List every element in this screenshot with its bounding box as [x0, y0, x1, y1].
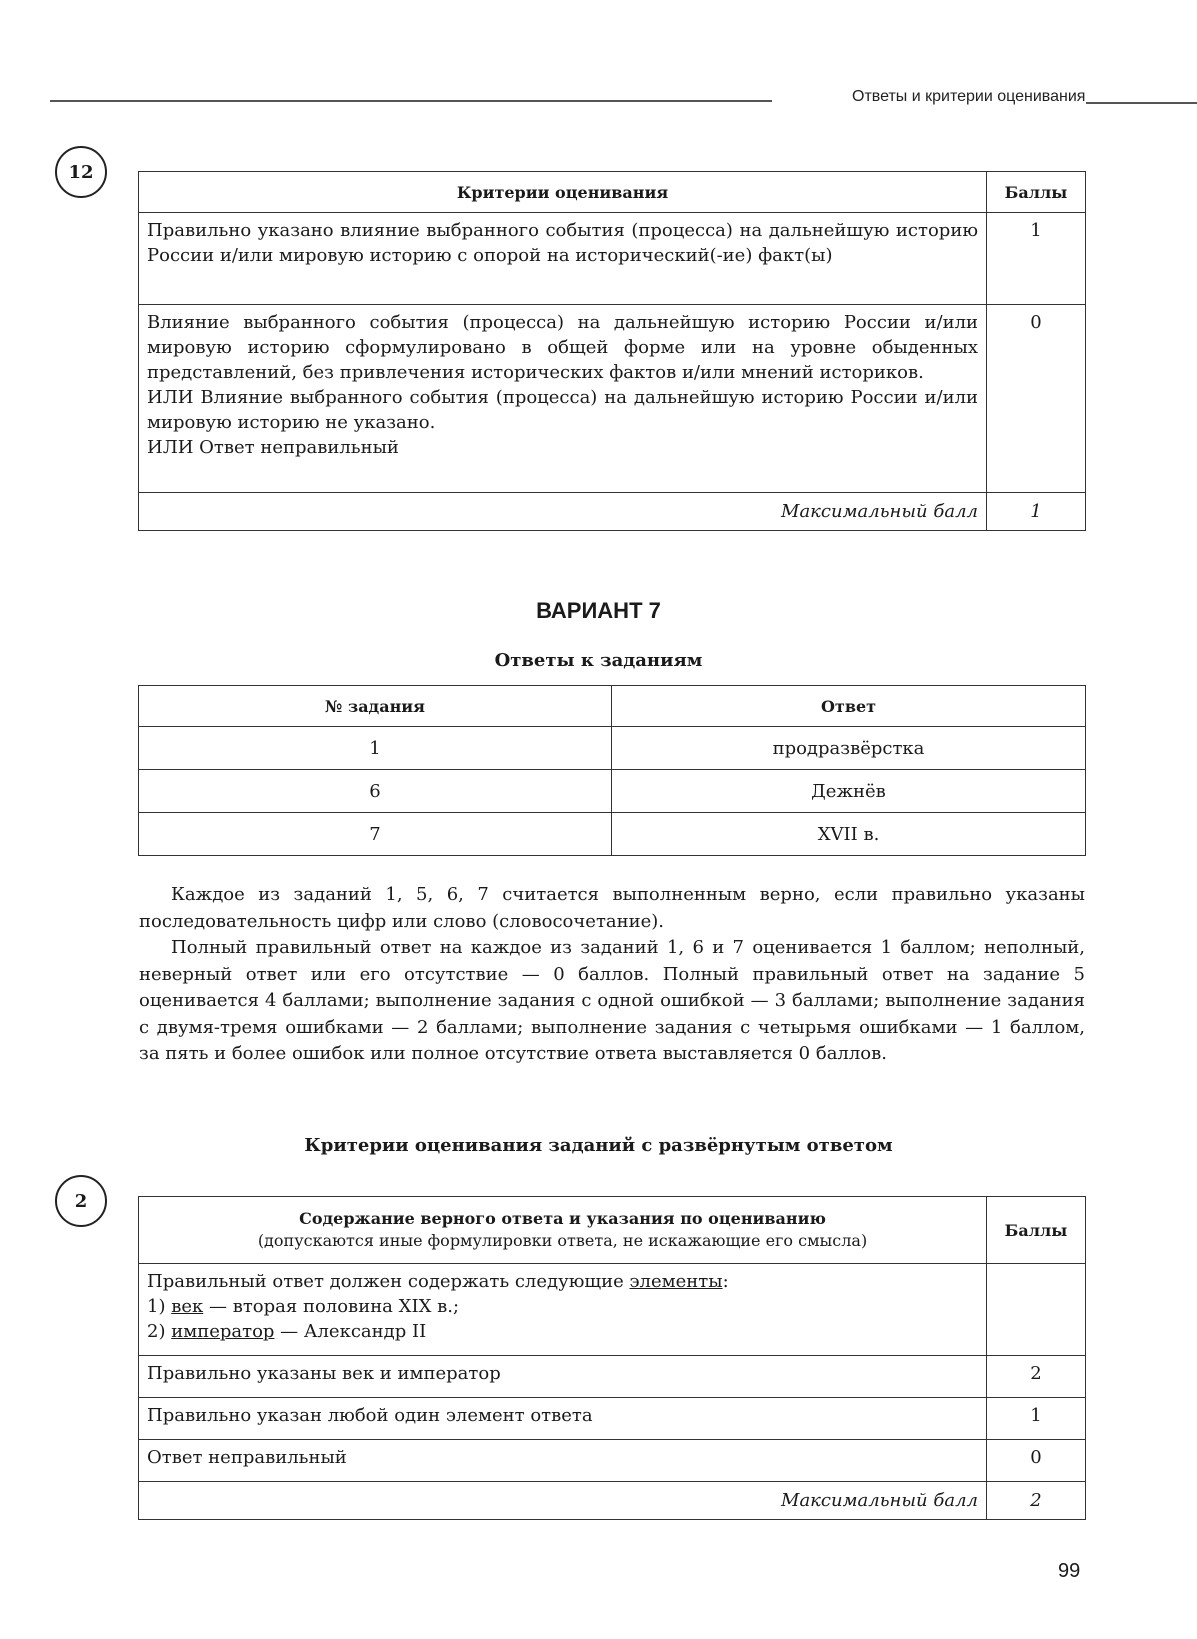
table-row — [139, 1398, 1086, 1440]
points-header: Баллы — [987, 172, 1086, 213]
table-row — [139, 305, 1086, 493]
max-score-row — [139, 493, 1086, 531]
content-header-line2: (допускаются иные формулировки ответа, не искажающие его смысла) — [257, 1231, 868, 1250]
answers-title: Ответы к заданиям — [494, 650, 703, 671]
table-header-row — [139, 1197, 1086, 1264]
criterion-points — [987, 1264, 1086, 1356]
criterion-points: 1 — [987, 1398, 1086, 1440]
answer-intro: Правильный ответ должен содержать следующие элементы: — [147, 1271, 729, 1292]
extended-criteria-title: Критерии оценивания заданий с развёрнутым ответом — [304, 1135, 893, 1156]
answer-element: 1) век — вторая половина XIX в.; — [147, 1296, 460, 1317]
answer-value: XVII в. — [612, 813, 1086, 856]
scoring-rules — [139, 882, 1085, 1068]
task-number-badge: 12 — [55, 146, 107, 198]
paragraph: Полный правильный ответ на каждое из заданий 1, 6 и 7 оценивается 1 баллом; неполный, неверный ответ или его отсутствие — 0 баллов. Полный правильный ответ на задание 5 оценивается 4 баллами; выполнение задания с одной ошибкой — 3 баллами; выполнение задания с двумя-тремя ошибками — 2 баллами; выполнение задания с четырьмя ошибками — 1 баллом, за пять и более ошибок или полное отсутствие ответа выставляется 0 баллов. — [139, 937, 1085, 1064]
max-score-row — [139, 1482, 1086, 1520]
criterion-text: Правильно указано влияние выбранного события (процесса) на дальнейшую историю России и/или мировую историю с опорой на исторический(-ие) факт(ы) — [139, 213, 987, 305]
task-number: 1 — [139, 727, 612, 770]
criterion-text — [139, 305, 987, 493]
table-row — [139, 1264, 1086, 1356]
running-header-title: Ответы и критерии оценивания — [852, 88, 1086, 105]
criterion-points: 2 — [987, 1356, 1086, 1398]
criterion-text: Правильно указаны век и император — [139, 1356, 987, 1398]
variant-title: ВАРИАНТ 7 — [536, 598, 661, 623]
task12-criteria-table — [138, 171, 1086, 531]
header-rule-left — [50, 100, 772, 102]
criterion-line: ИЛИ Влияние выбранного события (процесса) на дальнейшую историю России и/или мировую историю не указано. — [147, 387, 978, 433]
paragraph: Каждое из заданий 1, 5, 6, 7 считается выполненным верно, если правильно указаны последовательность цифр или слово (словосочетание). — [139, 884, 1085, 932]
max-score-value: 2 — [987, 1482, 1086, 1520]
answer-elements — [139, 1264, 987, 1356]
answer-header: Ответ — [612, 686, 1086, 727]
max-score-label: Максимальный балл — [139, 493, 987, 531]
task-number-header: № задания — [139, 686, 612, 727]
table-row — [139, 727, 1086, 770]
answer-value: продразвёрстка — [612, 727, 1086, 770]
criterion-points: 0 — [987, 305, 1086, 493]
criterion-text: Правильно указан любой один элемент ответа — [139, 1398, 987, 1440]
table-header-row — [139, 172, 1086, 213]
max-score-value: 1 — [987, 493, 1086, 531]
content-header-line1: Содержание верного ответа и указания по оцениванию — [299, 1209, 826, 1228]
running-header — [50, 88, 1197, 112]
criterion-line: Влияние выбранного события (процесса) на дальнейшую историю России и/или мировую историю сформулировано в общей форме или на уровне обыденных представлений, без привлечения исторических фактов и/или мнений историков. — [147, 312, 978, 383]
table-row — [139, 1440, 1086, 1482]
table-row — [139, 770, 1086, 813]
table-header-row — [139, 686, 1086, 727]
max-score-label: Максимальный балл — [139, 1482, 987, 1520]
content-header — [139, 1197, 987, 1264]
criterion-text: Ответ неправильный — [139, 1440, 987, 1482]
table-row — [139, 213, 1086, 305]
page-number: 99 — [1058, 1560, 1081, 1582]
answer-element: 2) император — Александр II — [147, 1321, 427, 1342]
table-row — [139, 1356, 1086, 1398]
criteria-header: Критерии оценивания — [139, 172, 987, 213]
points-header: Баллы — [987, 1197, 1086, 1264]
task-number: 6 — [139, 770, 612, 813]
task-number-badge: 2 — [55, 1175, 107, 1227]
criterion-points: 0 — [987, 1440, 1086, 1482]
answer-value: Дежнёв — [612, 770, 1086, 813]
table-row — [139, 813, 1086, 856]
task-number: 7 — [139, 813, 612, 856]
header-rule-right — [1086, 102, 1197, 104]
answers-table — [138, 685, 1086, 856]
criterion-points: 1 — [987, 213, 1086, 305]
criterion-line: ИЛИ Ответ неправильный — [147, 437, 399, 458]
task2-criteria-table — [138, 1196, 1086, 1520]
